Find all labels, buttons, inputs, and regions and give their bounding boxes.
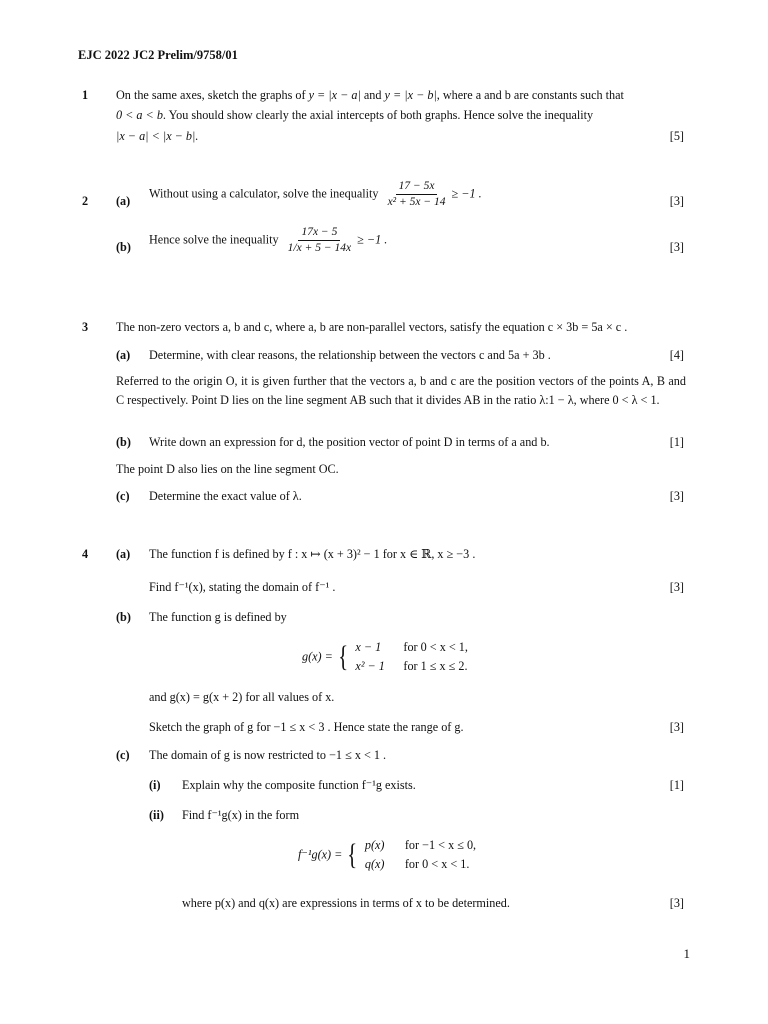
part-label: (b)	[116, 610, 131, 624]
question-text: The point D also lies on the line segment OC.	[116, 462, 339, 476]
question-text: Hence solve the inequality $\frac{17x - 5}{1/x + 5 - 14x}$ ≥ −1 .	[149, 226, 388, 255]
mark-allocation: [3]	[669, 240, 684, 254]
mark-allocation: [1]	[669, 435, 684, 449]
document-header: EJC 2022 JC2 Prelim/9758/01	[78, 48, 238, 62]
part-label: (a)	[116, 348, 131, 362]
question-number: 4	[82, 547, 89, 561]
left-brace: {	[347, 837, 358, 871]
question-text: Explain why the composite function f⁻¹g exists.	[182, 778, 416, 792]
mark-allocation: [4]	[669, 348, 684, 362]
part-label: (a)	[116, 547, 131, 561]
question-number: 3	[82, 320, 89, 334]
question-text: Write down an expression for d, the position vector of point D in terms of a and b.	[149, 435, 550, 449]
piecewise-definition-fg: f⁻¹g(x) = { p(x) for −1 < x ≤ 0, q(x) for 0 < x < 1.	[298, 837, 477, 871]
question-text: The function f is defined by f : x ↦ (x + 3)² − 1 for x ∈ ℝ, x ≥ −3 .	[149, 547, 476, 561]
page-number: 1	[683, 946, 690, 961]
question-text: The function g is defined by	[149, 610, 287, 624]
context-paragraph: Referred to the origin O, it is given further that the vectors a, b and c are the position vectors of the points A, B and C respectively. Point D lies on the line segment AB such that it divides AB in the ratio λ:1 − λ, where 0 < λ < 1.	[116, 374, 686, 407]
subpart-label: (i)	[149, 778, 161, 792]
question-text: and g(x) = g(x + 2) for all values of x.	[149, 690, 335, 704]
question-text: Find f⁻¹(x), stating the domain of f⁻¹ .	[149, 580, 336, 594]
question-text-line1: On the same axes, sketch the graphs of y = |x − a| and y = |x − b|, where a and b are constants such that	[116, 88, 624, 102]
piecewise-definition-g: g(x) = { x − 1 for 0 < x < 1, x² − 1 for 1 ≤ x ≤ 2.	[302, 639, 468, 673]
question-text: Without using a calculator, solve the inequality $\frac{17 - 5x}{\text{x² + 5x − 14}}$ ≥ −1 .	[149, 180, 482, 209]
question-text: Determine the exact value of λ.	[149, 489, 302, 503]
question-text: Determine, with clear reasons, the relationship between the vectors c and 5a + 3b .	[149, 348, 551, 362]
question-text-line3: |x − a| < |x − b|.	[116, 129, 199, 143]
part-label: (b)	[116, 435, 131, 449]
question-text: The domain of g is now restricted to −1 ≤ x < 1 .	[149, 748, 387, 762]
left-brace: {	[338, 639, 349, 673]
question-text-line2: 0 < a < b. You should show clearly the axial intercepts of both graphs. Hence solve the inequality	[116, 108, 594, 122]
question-number: 1	[82, 88, 89, 102]
mark-allocation: [3]	[669, 720, 684, 734]
mark-allocation: [5]	[669, 129, 684, 143]
question-text: where p(x) and q(x) are expressions in terms of x to be determined.	[182, 896, 510, 910]
question-text: The non-zero vectors a, b and c, where a, b are non-parallel vectors, satisfy the equation c × 3b = 5a × c .	[116, 320, 628, 334]
mark-allocation: [3]	[669, 580, 684, 594]
mark-allocation: [3]	[669, 194, 684, 208]
mark-allocation: [3]	[669, 489, 684, 503]
question-text: Sketch the graph of g for −1 ≤ x < 3 . Hence state the range of g.	[149, 720, 464, 734]
mark-allocation: [1]	[669, 778, 684, 792]
part-label: (c)	[116, 748, 130, 762]
part-label: (a)	[116, 194, 131, 208]
subpart-label: (ii)	[149, 808, 164, 822]
part-label: (c)	[116, 489, 130, 503]
question-number: 2	[82, 194, 89, 208]
fraction: $\frac{17x - 5}{1/x + 5 - 14x}$	[287, 226, 352, 255]
part-label: (b)	[116, 240, 131, 254]
mark-allocation: [3]	[669, 896, 684, 910]
fraction: $\frac{17 - 5x}{\text{x² + 5x − 14}}$	[387, 180, 446, 209]
question-text: Find f⁻¹g(x) in the form	[182, 808, 300, 822]
